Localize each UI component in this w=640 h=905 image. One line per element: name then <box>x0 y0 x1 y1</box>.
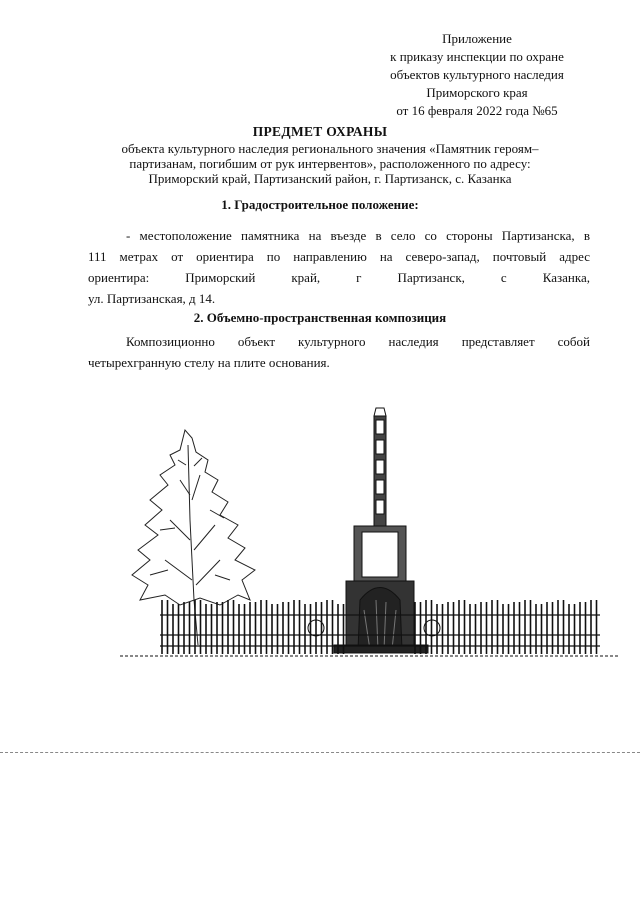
page-divider <box>0 752 640 753</box>
document-subtitle: объекта культурного наследия регионального значения «Памятник героям–партизанам, погибшим от рук интервентов», расположенного по адресу: Приморский край, Партизанский район, г. Партизанск, с. Казанка <box>121 141 539 186</box>
paragraph-line: четырехгранную стелу на плите основания. <box>88 355 330 370</box>
annex-line: Приложение <box>442 31 512 46</box>
annex-line: к приказу инспекции по охране <box>390 49 564 64</box>
monument-drawing <box>120 400 620 680</box>
section-2-heading: 2. Объемно-пространственная композиция <box>193 310 447 325</box>
section-1-paragraph <box>88 225 590 309</box>
document-title: ПРЕДМЕТ ОХРАНЫ <box>252 124 388 139</box>
section-2-paragraph <box>88 331 590 373</box>
stele-icon <box>334 408 428 653</box>
paragraph-line: ул. Партизанская, д 14. <box>88 291 216 306</box>
paragraph-line: ориентира: Приморский край, г Партизанск, с Казанка, <box>88 270 590 285</box>
paragraph-line: Композиционно объект культурного наследия представляет собой <box>126 334 590 349</box>
tree-icon <box>132 430 255 645</box>
annex-line: объектов культурного наследия <box>390 67 564 82</box>
paragraph-line: - местоположение памятника на въезде в село со стороны Партизанска, в <box>126 228 590 243</box>
annex-line: Приморского края <box>426 85 528 100</box>
annex-line: от 16 февраля 2022 года №65 <box>396 103 558 118</box>
annex-block <box>362 30 592 120</box>
section-1-heading: 1. Градостроительное положение: <box>221 197 419 212</box>
paragraph-line: 111 метрах от ориентира по направлению на северо-запад, почтовый адрес <box>88 249 590 264</box>
